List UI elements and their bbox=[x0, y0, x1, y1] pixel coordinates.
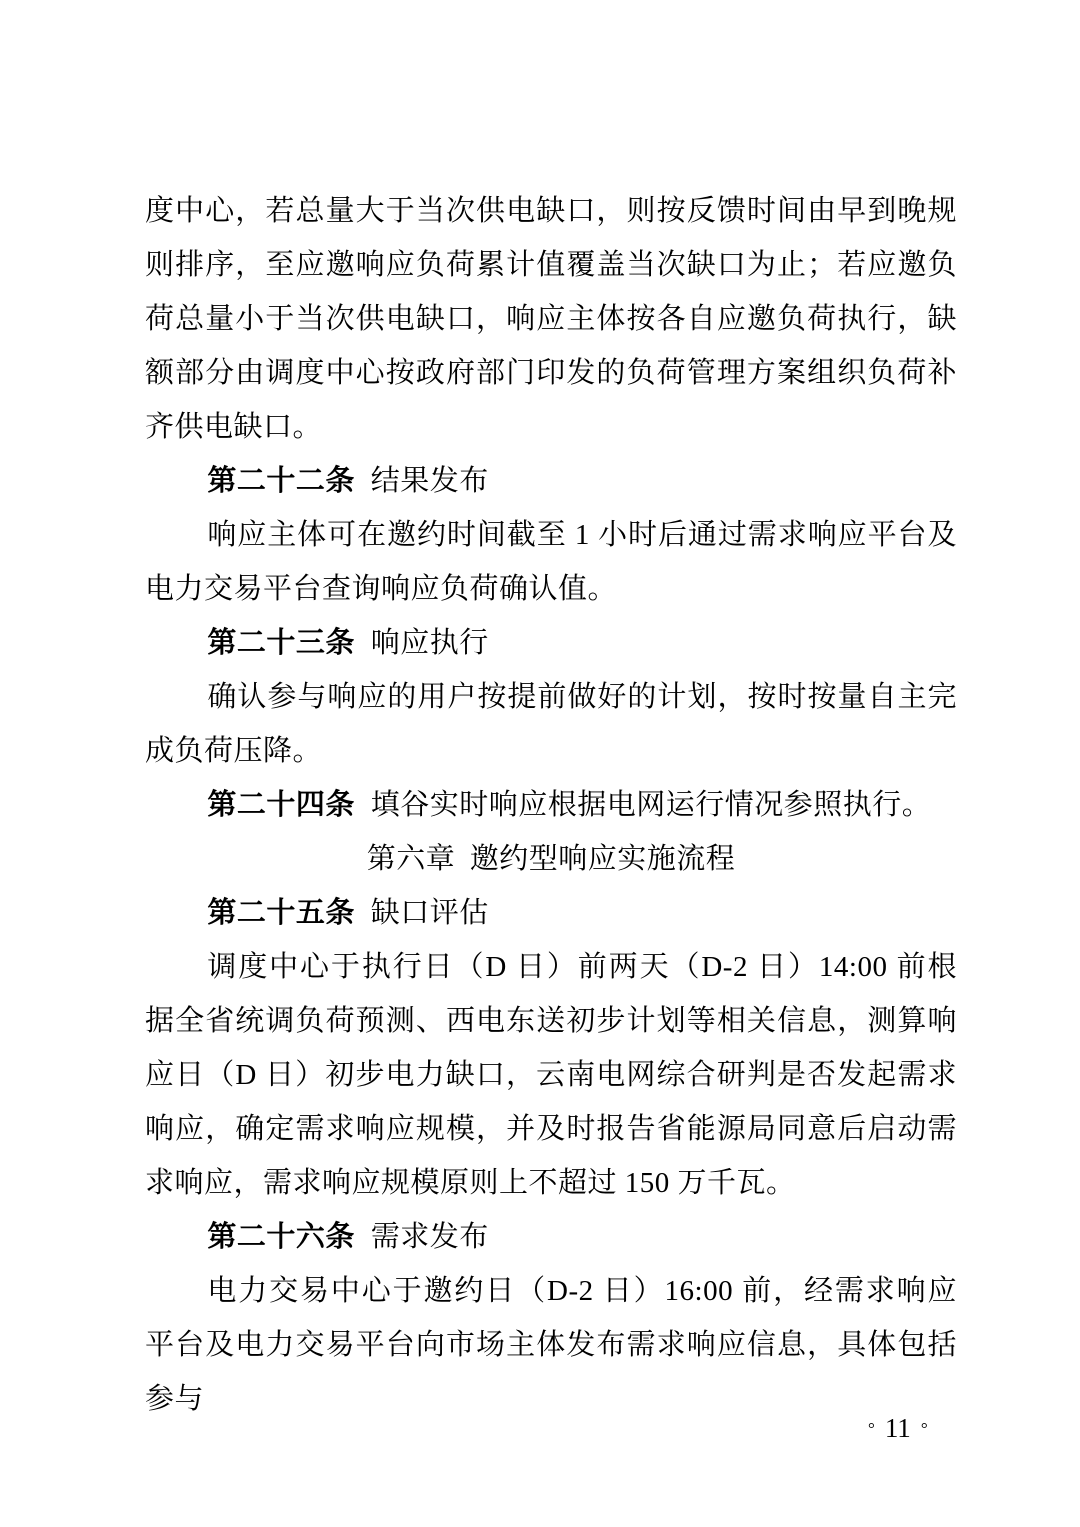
paragraph-demand-publish: 电力交易中心于邀约日（D-2 日）16:00 前，经需求响应平台及电力交易平台向市场主体发布需求响应信息，具体包括参与 bbox=[145, 1275, 957, 1415]
paragraph-gap-assessment: 调度中心于执行日（D 日）前两天（D-2 日）14:00 前根据全省统调负荷预测、西电东送初步计划等相关信息，测算响应日（D 日）初步电力缺口，云南电网综合研判是否发起需求响应，确定需求响应规模，并及时报告省能源局同意后启动需求响应，需求响应规模原则上不超过 150 万千瓦。 bbox=[145, 951, 957, 1199]
article-22-heading bbox=[145, 454, 957, 508]
paragraph-supply-gap-continuation: 度中心，若总量大于当次供电缺口，则按反馈时间由早到晚规则排序，至应邀响应负荷累计值覆盖当次缺口为止；若应邀负荷总量小于当次供电缺口，响应主体按各自应邀负荷执行，缺额部分由调度中心按政府部门印发的负荷管理方案组织负荷补齐供电缺口。 bbox=[145, 195, 957, 443]
chapter-6-title: 邀约型响应实施流程 bbox=[469, 843, 736, 875]
article-26-number: 第二十六条 bbox=[207, 1221, 355, 1253]
article-25-number: 第二十五条 bbox=[207, 897, 355, 929]
page-number-value: 11 bbox=[884, 1413, 911, 1443]
document-body bbox=[145, 184, 957, 1426]
article-22-title: 结果发布 bbox=[370, 465, 489, 497]
article-24-heading bbox=[145, 778, 957, 832]
article-22-number: 第二十二条 bbox=[207, 465, 355, 497]
chapter-6-number: 第六章 bbox=[366, 843, 456, 875]
article-23-title: 响应执行 bbox=[370, 627, 489, 659]
chapter-6-heading bbox=[145, 832, 957, 886]
paragraph-result-publish: 响应主体可在邀约时间截至 1 小时后通过需求响应平台及电力交易平台查询响应负荷确认值。 bbox=[145, 519, 957, 605]
article-24-number: 第二十四条 bbox=[207, 789, 355, 821]
paragraph-response-execution: 确认参与响应的用户按提前做好的计划，按时按量自主完成负荷压降。 bbox=[145, 681, 957, 767]
article-26-heading bbox=[145, 1210, 957, 1264]
article-25-title: 缺口评估 bbox=[370, 897, 489, 929]
article-25-heading bbox=[145, 886, 957, 940]
article-26-title: 需求发布 bbox=[370, 1221, 489, 1253]
page-number bbox=[868, 1415, 928, 1442]
article-23-heading bbox=[145, 616, 957, 670]
article-24-body: 填谷实时响应根据电网运行情况参照执行。 bbox=[370, 789, 932, 821]
page-number-left-circle: ° bbox=[868, 1419, 875, 1438]
article-23-number: 第二十三条 bbox=[207, 627, 355, 659]
page-number-right-circle: ° bbox=[920, 1419, 928, 1438]
